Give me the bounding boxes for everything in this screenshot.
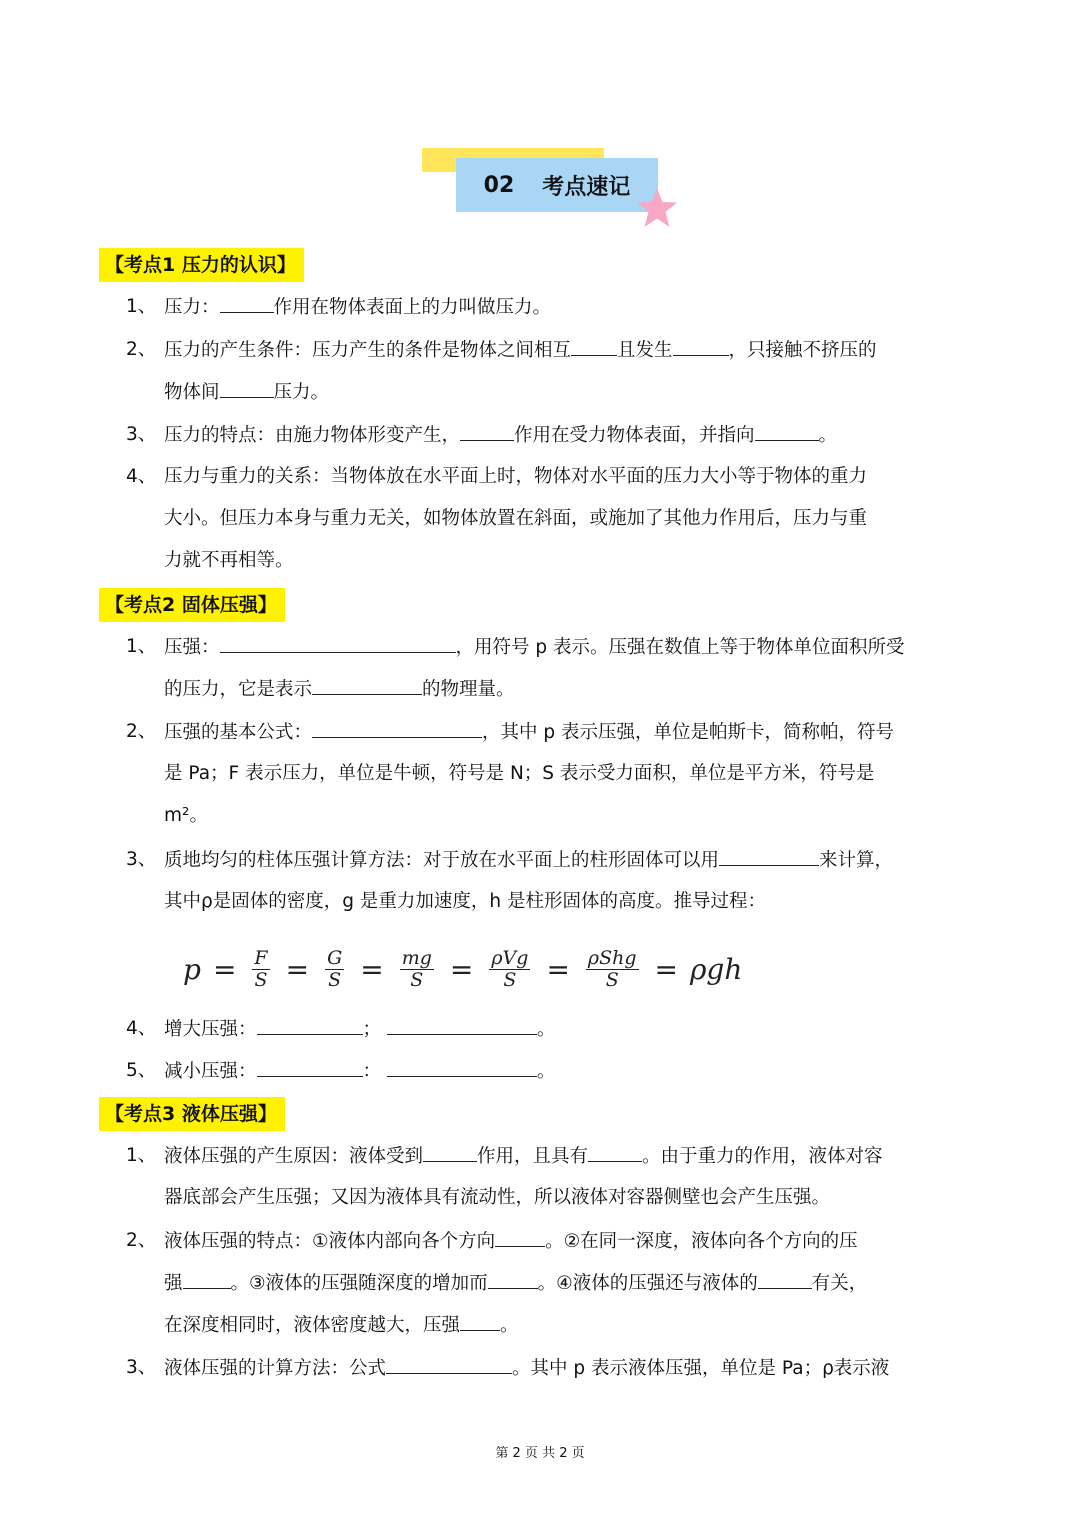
fill-blank[interactable] [386,1355,512,1374]
item-number: 1、 [126,296,157,317]
fill-blank[interactable] [183,1270,231,1289]
fill-blank[interactable] [423,1143,477,1162]
item-number: 2、 [126,339,157,360]
text-line: 压力的特点：由施力物体形变产生， 作用在受力物体表面，并指向 。 [164,422,837,449]
text-line: 的压力，它是表示 的物理量。 [164,676,515,703]
item-number: 3、 [126,424,157,445]
fill-blank[interactable] [588,1143,642,1162]
header-banner [420,146,680,230]
banner-title: 考点速记 [542,174,631,200]
text-line: 液体压强的特点：①液体内部向各个方向 。②在同一深度，液体向各个方向的压 [164,1228,858,1255]
fill-blank[interactable] [257,1058,363,1077]
banner-number: 02 [483,172,515,198]
fill-blank[interactable] [257,1016,363,1035]
section-heading-2: 【考点2 固体压强】 [99,588,285,622]
item-number: 1、 [126,636,157,657]
text-line: 压力的产生条件：压力产生的条件是物体之间相互 且发生 ，只接触不挤压的 [164,337,877,364]
text-line: 在深度相同时，液体密度越大，压强 。 [164,1312,519,1339]
text-line: 其中ρ是固体的密度，g 是重力加速度，h 是柱形固体的高度。推导过程： [164,891,766,912]
pressure-derivation-formula: p = $\frac{F}{S}$ = $\frac{G}{S}$ = $\frac{mg}{S}$ = $\frac{\text{ρVg}}{S}$ = $\frac{\text{ρShg}}{S}$ = ρgh [183,946,743,991]
fill-blank[interactable] [220,634,456,653]
text-line: m²。 [164,805,208,826]
item-number: 2、 [126,721,157,742]
fill-blank[interactable] [495,1228,545,1247]
fill-blank[interactable] [387,1016,537,1035]
fill-blank[interactable] [673,337,729,356]
item-number: 1、 [126,1145,157,1166]
section-heading-3: 【考点3 液体压强】 [99,1097,285,1131]
fill-blank[interactable] [460,1312,500,1331]
text-line: 强 。③液体的压强随深度的增加而 。④液体的压强还与液体的 有关， [164,1270,867,1297]
page-footer: 第 2 页 共 2 页 [495,1446,585,1461]
text-line: 液体压强的产生原因：液体受到 作用，且具有 。由于重力的作用，液体对容 [164,1143,883,1170]
fill-blank[interactable] [719,847,819,866]
fill-blank[interactable] [758,1270,812,1289]
fill-blank[interactable] [220,294,274,313]
item-number: 3、 [126,849,157,870]
text-line: 大小。但压力本身与重力无关，如物体放置在斜面，或施加了其他力作用后，压力与重 [164,508,868,529]
text-line: 减小压强： ： 。 [164,1058,555,1085]
text-line: 力就不再相等。 [164,550,294,571]
item-number: 2、 [126,1230,157,1251]
text-line: 增大压强： ； 。 [164,1016,555,1043]
text-line: 物体间 压力。 [164,379,329,406]
banner-title-box [456,158,658,212]
text-line: 器底部会产生压强；又因为液体具有流动性，所以液体对容器侧壁也会产生压强。 [164,1187,831,1208]
text-line: 压强的基本公式： ，其中 p 表示压强，单位是帕斯卡，简称帕，符号 [164,719,894,746]
item-number: 4、 [126,466,157,487]
fill-blank[interactable] [312,676,422,695]
fill-blank[interactable] [220,379,274,398]
fill-blank[interactable] [571,337,617,356]
text-line: 压强： ，用符号 p 表示。压强在数值上等于物体单位面积所受 [164,634,905,661]
section-heading-1: 【考点1 压力的认识】 [99,248,304,282]
fill-blank[interactable] [387,1058,537,1077]
text-line: 压力与重力的关系：当物体放在水平面上时，物体对水平面的压力大小等于物体的重力 [164,466,868,487]
text-line: 液体压强的计算方法：公式 。其中 p 表示液体压强，单位是 Pa；ρ表示液 [164,1355,889,1382]
fill-blank[interactable] [755,422,819,441]
fill-blank[interactable] [460,422,514,441]
star-icon [634,186,680,230]
text-line: 压力： 作用在物体表面上的力叫做压力。 [164,294,551,321]
text-line: 是 Pa；F 表示压力，单位是牛顿，符号是 N；S 表示受力面积，单位是平方米，符号是 [164,763,875,784]
fill-blank[interactable] [488,1270,538,1289]
item-number: 3、 [126,1357,157,1378]
item-number: 5、 [126,1060,157,1081]
item-number: 4、 [126,1018,157,1039]
text-line: 质地均匀的柱体压强计算方法：对于放在水平面上的柱形固体可以用 来计算， [164,847,893,874]
fill-blank[interactable] [312,719,482,738]
